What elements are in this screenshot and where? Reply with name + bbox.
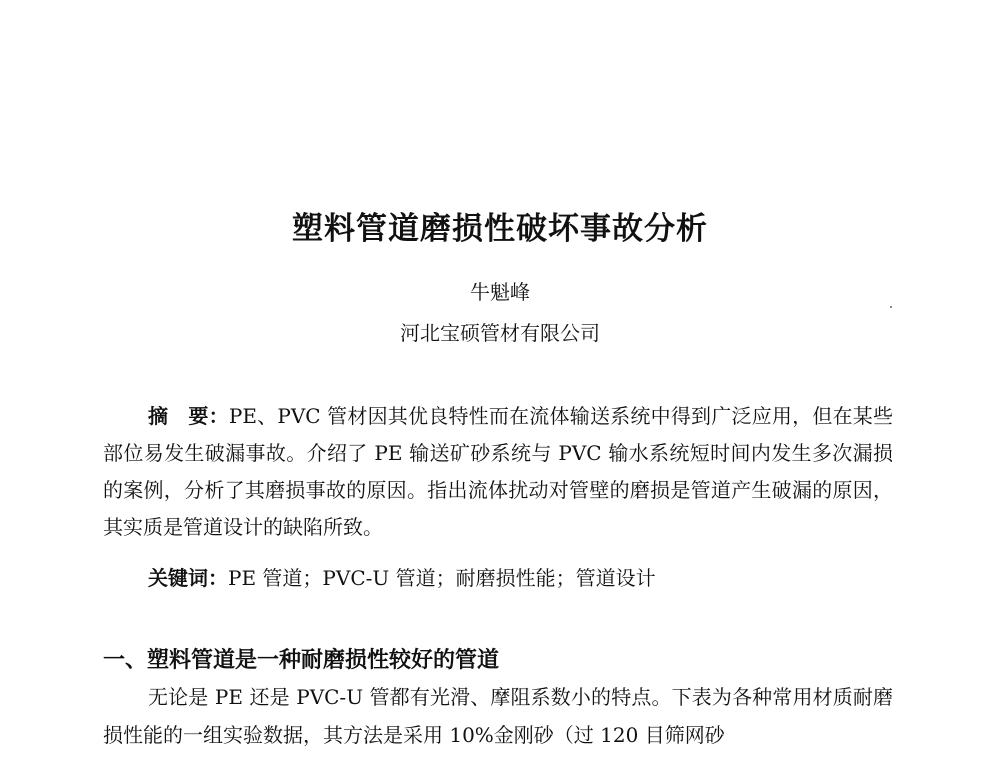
keywords-text: PE 管道；PVC-U 管道；耐磨损性能；管道设计 [228, 566, 656, 590]
abstract-paragraph [103, 398, 893, 546]
section-1-paragraph: 无论是 PE 还是 PVC-U 管都有光滑、摩阻系数小的特点。下表为各种常用材质耐磨损性能的一组实验数据，其方法是采用 10%金刚砂（过 120 目筛网砂 [103, 685, 893, 747]
author-name: 牛魁峰 [470, 280, 530, 304]
keywords-label: 关键词： [148, 566, 228, 590]
abstract-label: 摘 要： [148, 404, 229, 428]
scan-speck [890, 306, 892, 308]
section-1-heading: 一、塑料管道是一种耐磨损性较好的管道 [103, 648, 500, 673]
abstract-text: PE、PVC 管材因其优良特性而在流体输送系统中得到广泛应用，但在某些部位易发生破漏事故。介绍了 PE 输送矿砂系统与 PVC 输水系统短时间内发生多次漏损的案例，分析了其磨损事故的原因。指出流体扰动对管壁的磨损是管道产生破漏的原因，其实质是管道设计的缺陷所致。 [103, 404, 893, 539]
keywords-line [148, 560, 893, 597]
paper-title: 塑料管道磨损性破坏事故分析 [292, 211, 708, 247]
author-affiliation: 河北宝硕管材有限公司 [400, 321, 600, 345]
